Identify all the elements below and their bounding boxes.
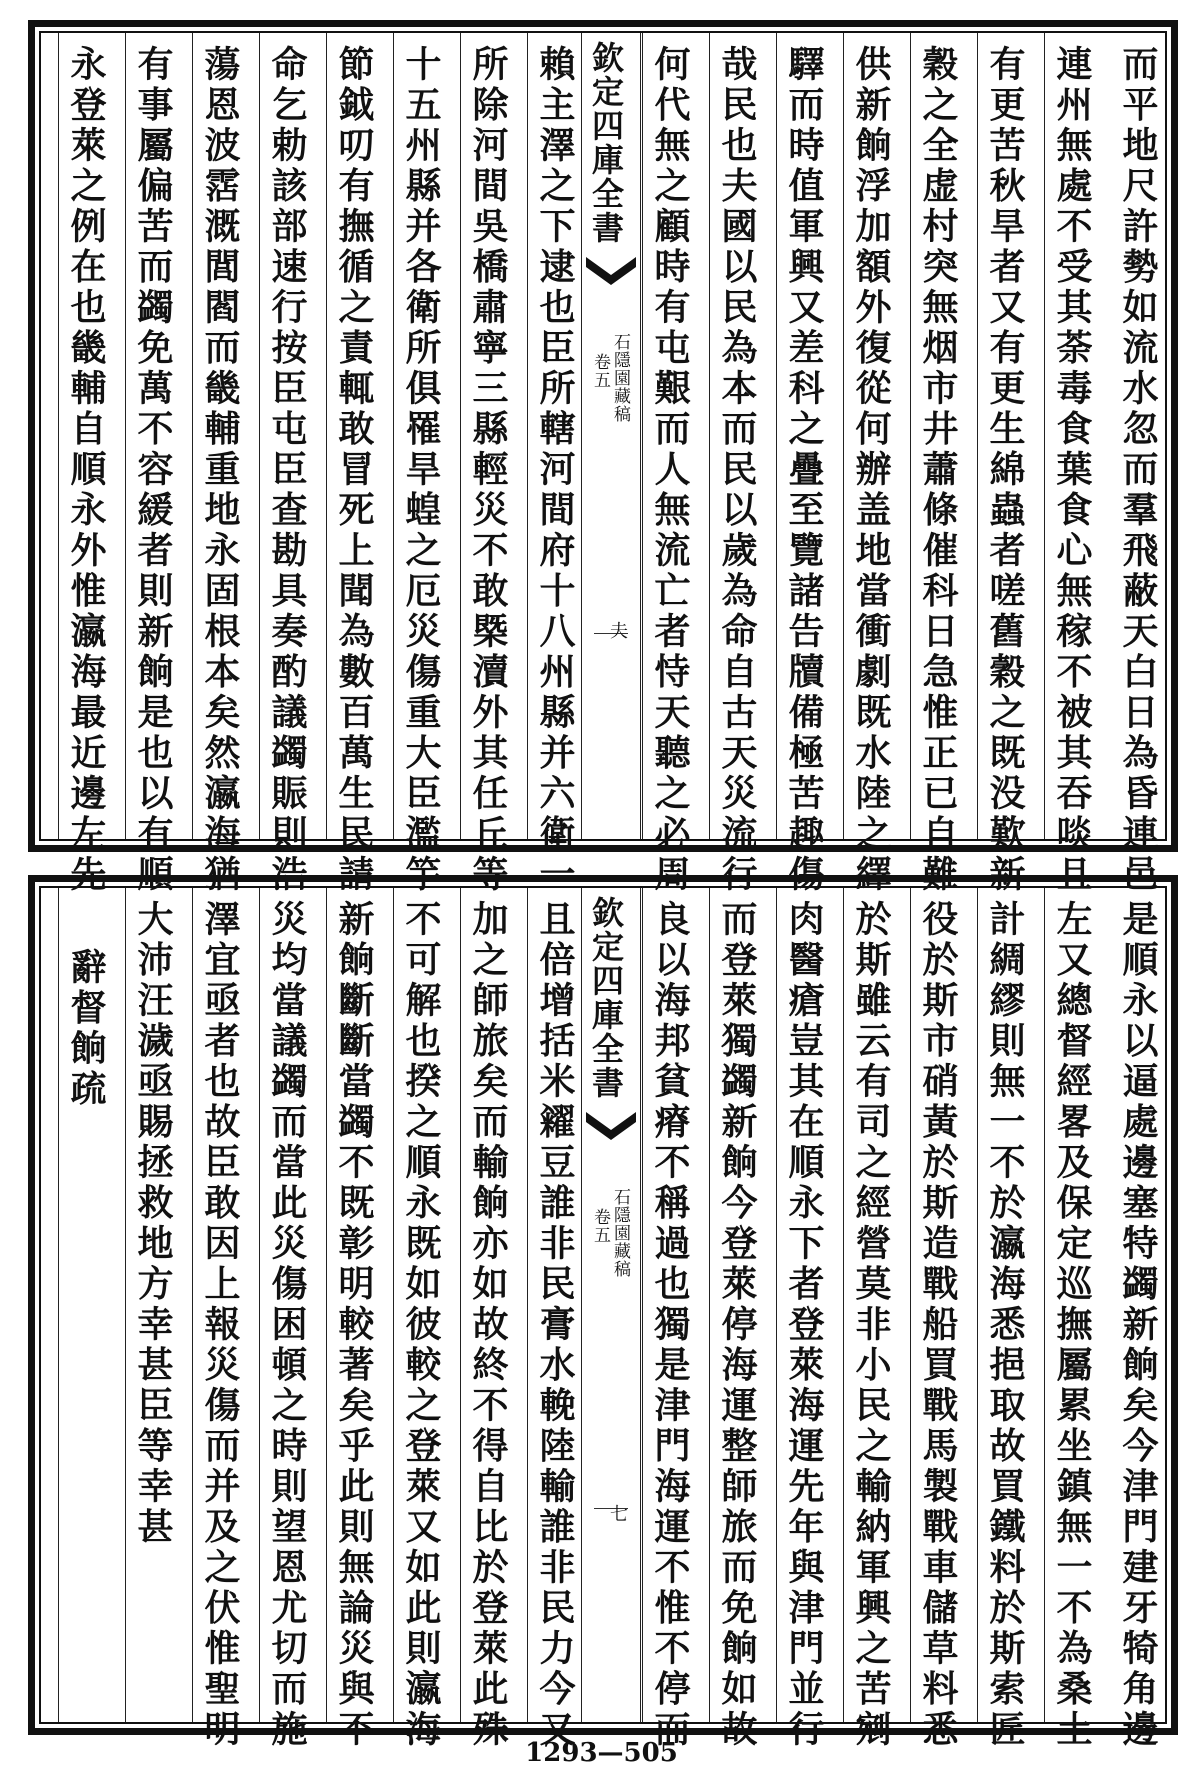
text-column — [1044, 888, 1098, 1751]
text-column — [326, 888, 380, 1751]
column-text: 肉醫瘡豈其在順永下者登萊海運先年與津門並行 — [783, 900, 825, 1751]
top-page-frame — [28, 20, 1178, 896]
text-column — [843, 33, 897, 896]
text-column — [642, 33, 696, 896]
text-column — [709, 33, 763, 896]
volume-label: 卷五 — [590, 1208, 610, 1244]
column-text: 不可解也揆之順永既如彼較之登萊又如此則瀛海 — [400, 900, 442, 1751]
section-title: 辭督餉疏 — [65, 948, 107, 1110]
column-text: 穀之全虚村突無烟市井蕭條催科日急惟正已自難 — [917, 45, 959, 896]
text-column — [460, 33, 514, 896]
column-text: 哉民也夫國以民為本而民以歲為命自古天災流行 — [716, 45, 758, 896]
text-column — [776, 33, 830, 896]
collection-name: 石隱園藏稿 — [610, 333, 630, 423]
column-text: 有更苦秋旱者又有更生綿蟲者嗟舊穀之既没歎新 — [984, 45, 1026, 896]
text-column — [326, 33, 380, 896]
column-text: 大沛汪濊亟賜拯救地方幸甚臣等幸甚 — [132, 900, 174, 1548]
text-column — [910, 888, 964, 1751]
volume-label: 卷五 — [590, 353, 610, 389]
top-left-half — [41, 33, 581, 896]
top-right-half — [625, 33, 1165, 896]
text-column — [1111, 33, 1165, 896]
text-column — [58, 33, 112, 896]
column-text: 而平地尺許勢如流水忽而羣飛蔽天白日為昏連邑 — [1117, 45, 1159, 896]
text-column — [642, 888, 696, 1751]
column-text: 十五州縣并各衛所俱罹旱蝗之厄災傷重大臣濫竽 — [400, 45, 442, 896]
column-text: 而登萊獨蠲新餉今登萊停海運整師旅而免餉如故 — [716, 900, 758, 1751]
text-column — [259, 888, 313, 1751]
book-title: 欽定四庫全書 — [587, 896, 625, 1100]
page-number: 夫 — [607, 621, 628, 639]
section-title-column — [58, 888, 112, 1722]
text-column — [843, 888, 897, 1751]
column-text: 災均當議蠲而當此災傷困頓之時則望恩尤切而施 — [266, 900, 308, 1751]
top-page-inner — [39, 31, 1167, 896]
column-text: 左又總督經畧及保定巡撫屬累坐鎮無一不為桑土 — [1051, 900, 1093, 1751]
bottom-right-half — [625, 888, 1165, 1751]
text-column — [393, 33, 447, 896]
column-text: 役於斯市硝黃於斯造戰船買戰馬製戰車儲草料悉 — [917, 900, 959, 1751]
column-text: 澤宜亟者也故臣敢因上報災傷而并及之伏惟聖明 — [199, 900, 241, 1751]
text-column — [259, 33, 313, 896]
column-text: 加之師旅矣而輸餉亦如故終不得自比於登萊此殊 — [467, 900, 509, 1751]
column-text: 連州無處不受其荼毒食葉食心無稼不被其吞啖且 — [1051, 45, 1093, 896]
text-column — [192, 33, 246, 896]
column-text: 供新餉浮加額外復從何辦盖地當衝劇既水陸之繹 — [850, 45, 892, 896]
text-column — [527, 33, 581, 896]
bottom-page-frame — [28, 875, 1178, 1751]
text-column — [125, 33, 179, 896]
column-text: 驛而時值軍興又差科之疊至覽諸告牘備極苦趣傷 — [783, 45, 825, 896]
text-column — [776, 888, 830, 1751]
column-text: 是順永以逼處邊塞特蠲新餉矣今津門建牙犄角邊 — [1117, 900, 1159, 1751]
column-text: 命乞勅該部速行按臣屯臣查勘具奏酌議蠲賑則浩 — [266, 45, 308, 896]
column-text: 於斯雖云有司之經營莫非小民之輸納軍興之苦剜 — [850, 900, 892, 1751]
column-text: 賴主澤之下逮也臣所轄河間府十八州縣并六衛一 — [534, 45, 576, 896]
text-column — [460, 888, 514, 1751]
column-text: 所除河間吳橋肅寧三縣輕災不敢槩瀆外其任丘等 — [467, 45, 509, 896]
column-text: 何代無之顧時有屯艱而人無流亡者恃天聽之必周 — [649, 45, 691, 896]
text-column — [977, 888, 1031, 1751]
text-column — [125, 888, 179, 1722]
column-text: 計綢繆則無一不於瀛海悉挹取故買鐵料於斯索匠 — [984, 900, 1026, 1751]
column-text: 有事屬偏苦而蠲免萬不容緩者則新餉是也以有順 — [132, 45, 174, 896]
fishtail-mark-icon — [582, 1108, 640, 1148]
page-reference-number: 1293—505 — [525, 1738, 678, 1768]
column-text: 新餉斷斷當蠲不既彰明較著矣乎此則無論災與不 — [333, 900, 375, 1751]
text-column — [977, 33, 1031, 896]
page-number: 七 — [607, 1504, 628, 1522]
column-text: 蕩恩波霑溉閭閻而畿輔重地永固根本矣然瀛海猶 — [199, 45, 241, 896]
bottom-page-inner — [39, 886, 1167, 1751]
column-text: 良以海邦貧瘠不稱過也獨是津門海運不惟不停而 — [649, 900, 691, 1751]
text-column — [1111, 888, 1165, 1751]
text-column — [1044, 33, 1098, 896]
column-text: 節鉞叨有撫循之責輒敢冒死上聞為數百萬生民請 — [333, 45, 375, 896]
text-column — [910, 33, 964, 896]
text-column — [709, 888, 763, 1751]
book-title: 欽定四庫全書 — [587, 41, 625, 245]
collection-name: 石隱園藏稿 — [610, 1188, 630, 1278]
fishtail-mark-icon — [582, 253, 640, 293]
text-column — [527, 888, 581, 1751]
text-column — [192, 888, 246, 1751]
bottom-left-half — [41, 888, 581, 1751]
column-text: 永登萊之例在也畿輔自順永外惟瀛海最近邊左先 — [65, 45, 107, 896]
text-column — [393, 888, 447, 1751]
center-margin — [581, 888, 641, 1722]
center-margin — [581, 33, 641, 839]
column-text: 且倍增括米糴豆誰非民膏水輓陸輸誰非民力今又 — [534, 900, 576, 1751]
